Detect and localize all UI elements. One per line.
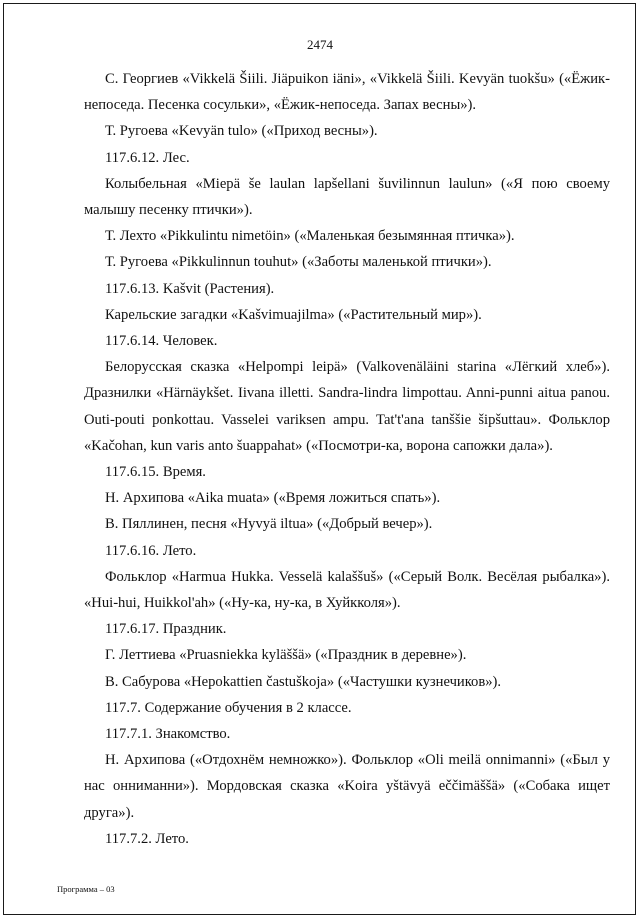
document-body — [84, 66, 610, 852]
paragraph-georgiev: С. Георгиев «Vikkelä Šiili. Jiäpuikon iäni», «Vikkelä Šiili. Kevyän tuokšu» («Ёжик-непоседа. Песенка сосульки», «Ёжик-непоседа. Запах весны»). — [84, 71, 610, 114]
paragraph-folklore-wolf: Фольклор «Harmua Hukka. Vesselä kalaššuš» («Серый Волк. Весёлая рыбалка»). «Hui-hui, Huikkol'ah» («Ну-ка, ну-ка, в Хуйкколя»). — [84, 568, 610, 612]
paragraph-lullaby: Колыбельная «Miepä še laulan lapšellani šuvilinnun laulun» («Я пою своему малышу песенку птички»). — [84, 175, 610, 219]
heading-forest: 117.6.12. Лес. — [105, 149, 190, 166]
heading-time: 117.6.15. Время. — [105, 464, 206, 481]
page-number: 2474 — [307, 37, 333, 52]
heading-summer: 117.6.16. Лето. — [105, 542, 197, 559]
paragraph-riddles: Карельские загадки «Kašvimuajilma» («Растительный мир»). — [105, 306, 482, 323]
heading-grade-2-content: 117.7. Содержание обучения в 2 классе. — [105, 699, 352, 716]
paragraph-pyallinen: В. Пяллинен, песня «Hyvyä iltua» («Добрый вечер»). — [105, 516, 433, 533]
heading-acquaintance: 117.7.1. Знакомство. — [105, 726, 231, 743]
paragraph-arkhipova-sleep: Н. Архипова «Aika muata» («Время ложиться спать»). — [105, 490, 441, 507]
heading-person: 117.6.14. Человек. — [105, 333, 218, 350]
heading-holiday: 117.6.17. Праздник. — [105, 621, 227, 638]
paragraph-belarus-tale: Белорусская сказка «Helpompi leipä» (Valkovenäläini starina «Лёгкий хлеб»). Дразнилки «Härnäykšet. Iivana illetti. Sandra-lindra limpottau. Anni-punni aitua panou. Outi-pouti ponkottau. Vasselei variksen ampu. Tat't'ana tanššie šipšuttau». Фольклор «Kačohan, kun varis anto šuappahat» («Посмотри-ка, ворона сапожки дала»). — [84, 359, 610, 454]
paragraph-saburova: В. Сабурова «Hepokattien častuškoja» («Частушки кузнечиков»). — [105, 673, 502, 690]
heading-plants: 117.6.13. Kašvit (Растения). — [105, 280, 275, 297]
paragraph-rugoeva-spring: Т. Ругоева «Kevyän tulo» («Приход весны»). — [105, 123, 378, 140]
paragraph-lehto: Т. Лехто «Pikkulintu nimetöin» («Маленькая безымянная птичка»). — [105, 228, 515, 245]
paragraph-rugoeva-bird: Т. Ругоева «Pikkulinnun touhut» («Заботы маленькой птички»). — [105, 254, 492, 271]
footer-program-label: Программа – 03 — [57, 884, 115, 894]
paragraph-arkhipova-rest: Н. Архипова («Отдохнём немножко»). Фольклор «Oli meilä onnimanni» («Был у нас онниманни»). Мордовская сказка «Koira yštävyä eččimäššä» («Собака ищет друга»). — [84, 752, 610, 821]
heading-summer-2: 117.7.2. Лето. — [105, 830, 189, 847]
paragraph-lettieva: Г. Леттиева «Pruasniekka kyläššä» («Праздник в деревне»). — [105, 647, 467, 664]
